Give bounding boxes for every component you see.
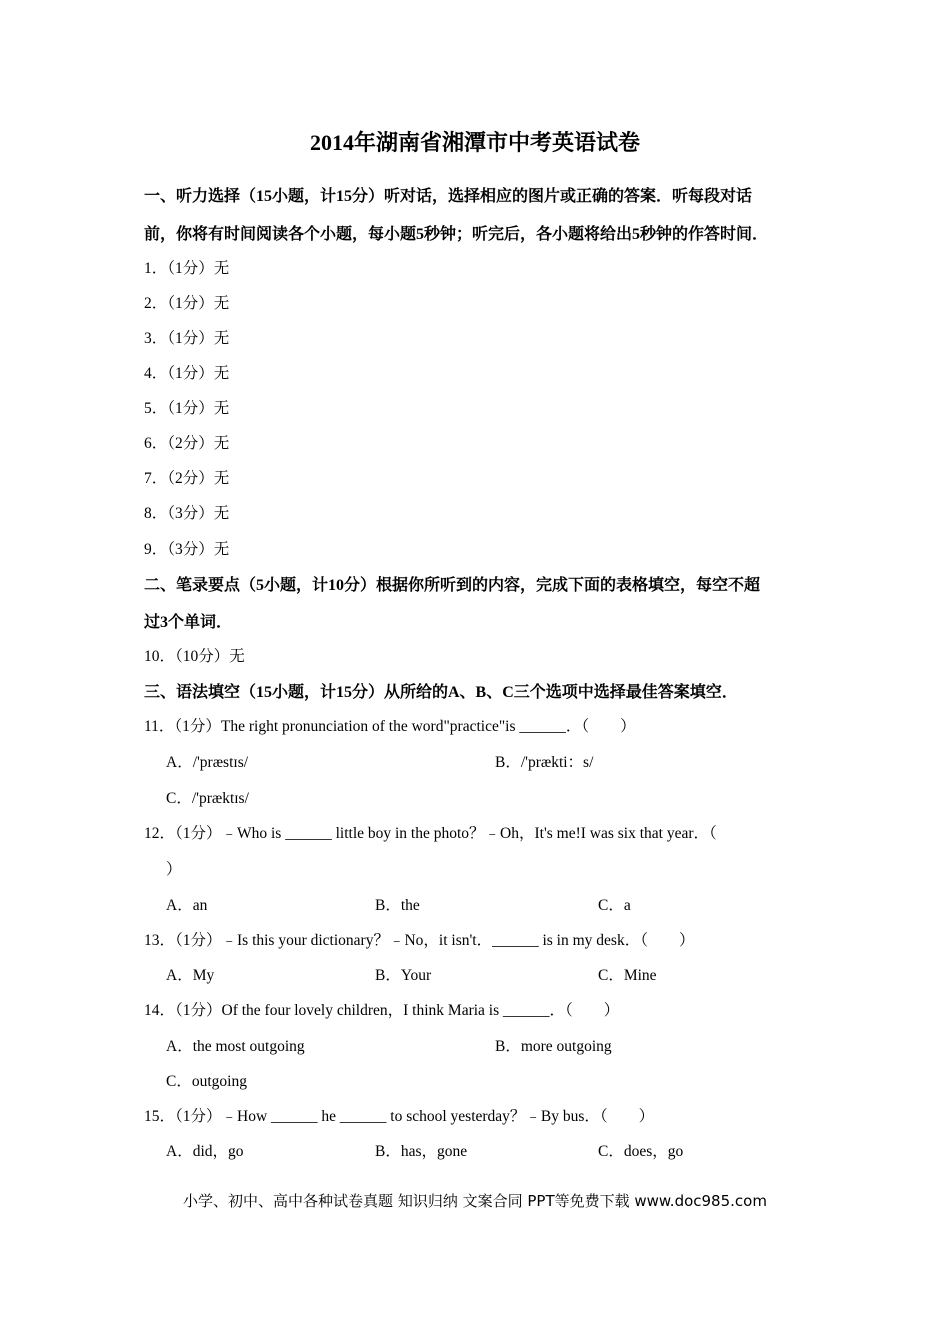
page-title: 2014年湖南省湘潭市中考英语试卷 bbox=[309, 130, 640, 155]
listening-item: 3．（1分）无 bbox=[144, 330, 230, 347]
question-13-stem: 13．（1分）﹣Is this your dictionary？﹣No，it isn't．______ is in my desk．（ ） bbox=[144, 932, 695, 949]
listening-item-10: 10．（10分）无 bbox=[144, 648, 245, 665]
listening-item: 8．（3分）无 bbox=[144, 505, 230, 522]
question-12-stem-continued: ） bbox=[166, 861, 182, 878]
listening-item: 5．（1分）无 bbox=[144, 400, 230, 417]
listening-item: 1．（1分）无 bbox=[144, 260, 230, 277]
listening-item: 2．（1分）无 bbox=[144, 295, 230, 312]
question-12-stem: 12．（1分）﹣Who is ______ little boy in the photo？﹣Oh，It's me!I was six that year．（ bbox=[144, 825, 717, 842]
listening-item: 4．（1分）无 bbox=[144, 365, 230, 382]
question-11-option-a: A．/'præstɪs/ bbox=[166, 754, 249, 771]
question-15-option-c: C．does，go bbox=[598, 1143, 684, 1160]
section-2-heading-line-2: 过3个单词． bbox=[144, 614, 233, 631]
question-14-stem: 14．（1分）Of the four lovely children，I think Maria is ______．（ ） bbox=[144, 1002, 620, 1019]
listening-item: 7．（2分）无 bbox=[144, 470, 230, 487]
question-14-option-a: A．the most outgoing bbox=[166, 1038, 305, 1055]
question-11-option-b: B．/'prækti：s/ bbox=[495, 754, 594, 771]
question-13-option-a: A．My bbox=[166, 967, 215, 984]
section-3-heading: 三、语法填空（15小题，计15分）从所给的A、B、C三个选项中选择最佳答案填空． bbox=[144, 684, 738, 701]
question-14-option-c: C．outgoing bbox=[166, 1073, 247, 1090]
question-11-option-c: C．/'præktɪs/ bbox=[166, 790, 249, 807]
question-13-option-b: B．Your bbox=[375, 967, 432, 984]
section-1-heading-line-1: 一、听力选择（15小题，计15分）听对话，选择相应的图片或正确的答案．听每段对话 bbox=[144, 188, 753, 205]
listening-item: 9．（3分）无 bbox=[144, 541, 230, 558]
listening-item: 6．（2分）无 bbox=[144, 435, 230, 452]
question-11-stem: 11．（1分）The right pronunciation of the word"practice"is ______．（ ） bbox=[144, 718, 636, 735]
question-15-option-a: A．did，go bbox=[166, 1143, 244, 1160]
section-1-heading-line-2: 前，你将有时间阅读各个小题，每小题5秒钟；听完后，各小题将给出5秒钟的作答时间． bbox=[144, 226, 769, 243]
question-15-stem: 15．（1分）﹣How ______ he ______ to school yesterday？﹣By bus．（ ） bbox=[144, 1108, 655, 1125]
question-13-option-c: C．Mine bbox=[598, 967, 657, 984]
question-14-option-b: B．more outgoing bbox=[495, 1038, 612, 1055]
question-12-option-a: A．an bbox=[166, 897, 208, 914]
question-12-option-b: B．the bbox=[375, 897, 420, 914]
question-12-option-c: C．a bbox=[598, 897, 631, 914]
section-2-heading-line-1: 二、笔录要点（5小题，计10分）根据你所听到的内容，完成下面的表格填空，每空不超 bbox=[144, 577, 761, 594]
footer-watermark: 小学、初中、高中各种试卷真题 知识归纳 文案合同 PPT等免费下载 www.doc985.com bbox=[183, 1192, 767, 1210]
question-15-option-b: B．has，gone bbox=[375, 1143, 468, 1160]
